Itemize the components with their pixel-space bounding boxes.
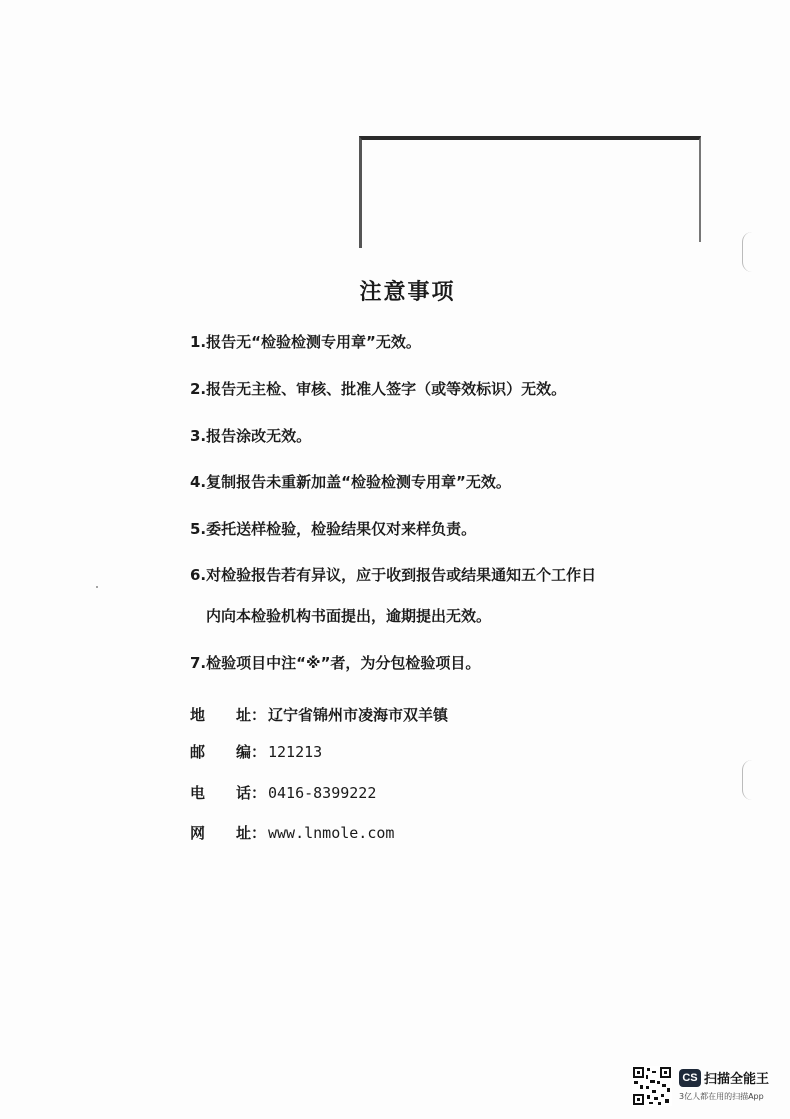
website-label: 网 址：	[190, 824, 267, 842]
postcode-row	[190, 741, 322, 762]
website-value: www.lnmole.com	[268, 824, 395, 842]
edge-mark	[742, 232, 753, 272]
postcode-value: 121213	[268, 743, 323, 761]
scanner-watermark	[632, 1066, 772, 1110]
website-row	[190, 822, 394, 843]
postcode-label: 邮 编：	[190, 743, 267, 761]
qr-code-icon	[632, 1066, 672, 1106]
phone-value: 0416-8399222	[268, 784, 377, 802]
note-item-1: 1.报告无“检验检测专用章”无效。	[190, 333, 421, 351]
camscanner-logo-icon: CS	[679, 1069, 701, 1087]
note-item-5: 5.委托送样检验，检验结果仅对来样负责。	[190, 520, 477, 538]
address-label: 地 址：	[190, 706, 267, 724]
note-item-6-continued: 内向本检验机构书面提出，逾期提出无效。	[206, 607, 492, 625]
scanner-app-name: 扫描全能王	[704, 1072, 770, 1087]
note-item-7: 7.检验项目中注“※”者，为分包检验项目。	[190, 654, 481, 672]
note-item-4: 4.复制报告未重新加盖“检验检测专用章”无效。	[190, 473, 511, 491]
page-title: 注意事项	[359, 280, 456, 305]
scanned-frame-box	[359, 136, 701, 242]
note-item-2: 2.报告无主检、审核、批准人签字（或等效标识）无效。	[190, 380, 567, 398]
address-value: 辽宁省锦州市凌海市双羊镇	[268, 706, 449, 724]
note-item-3: 3.报告涂改无效。	[190, 427, 312, 445]
phone-label: 电 话：	[190, 784, 267, 802]
scanner-app-tagline: 3亿人都在用的扫描App	[679, 1092, 764, 1101]
edge-mark	[742, 760, 753, 800]
note-item-6: 6.对检验报告若有异议，应于收到报告或结果通知五个工作日	[190, 566, 597, 584]
phone-row	[190, 782, 376, 803]
address-row	[190, 704, 448, 725]
scan-speck	[96, 586, 98, 588]
